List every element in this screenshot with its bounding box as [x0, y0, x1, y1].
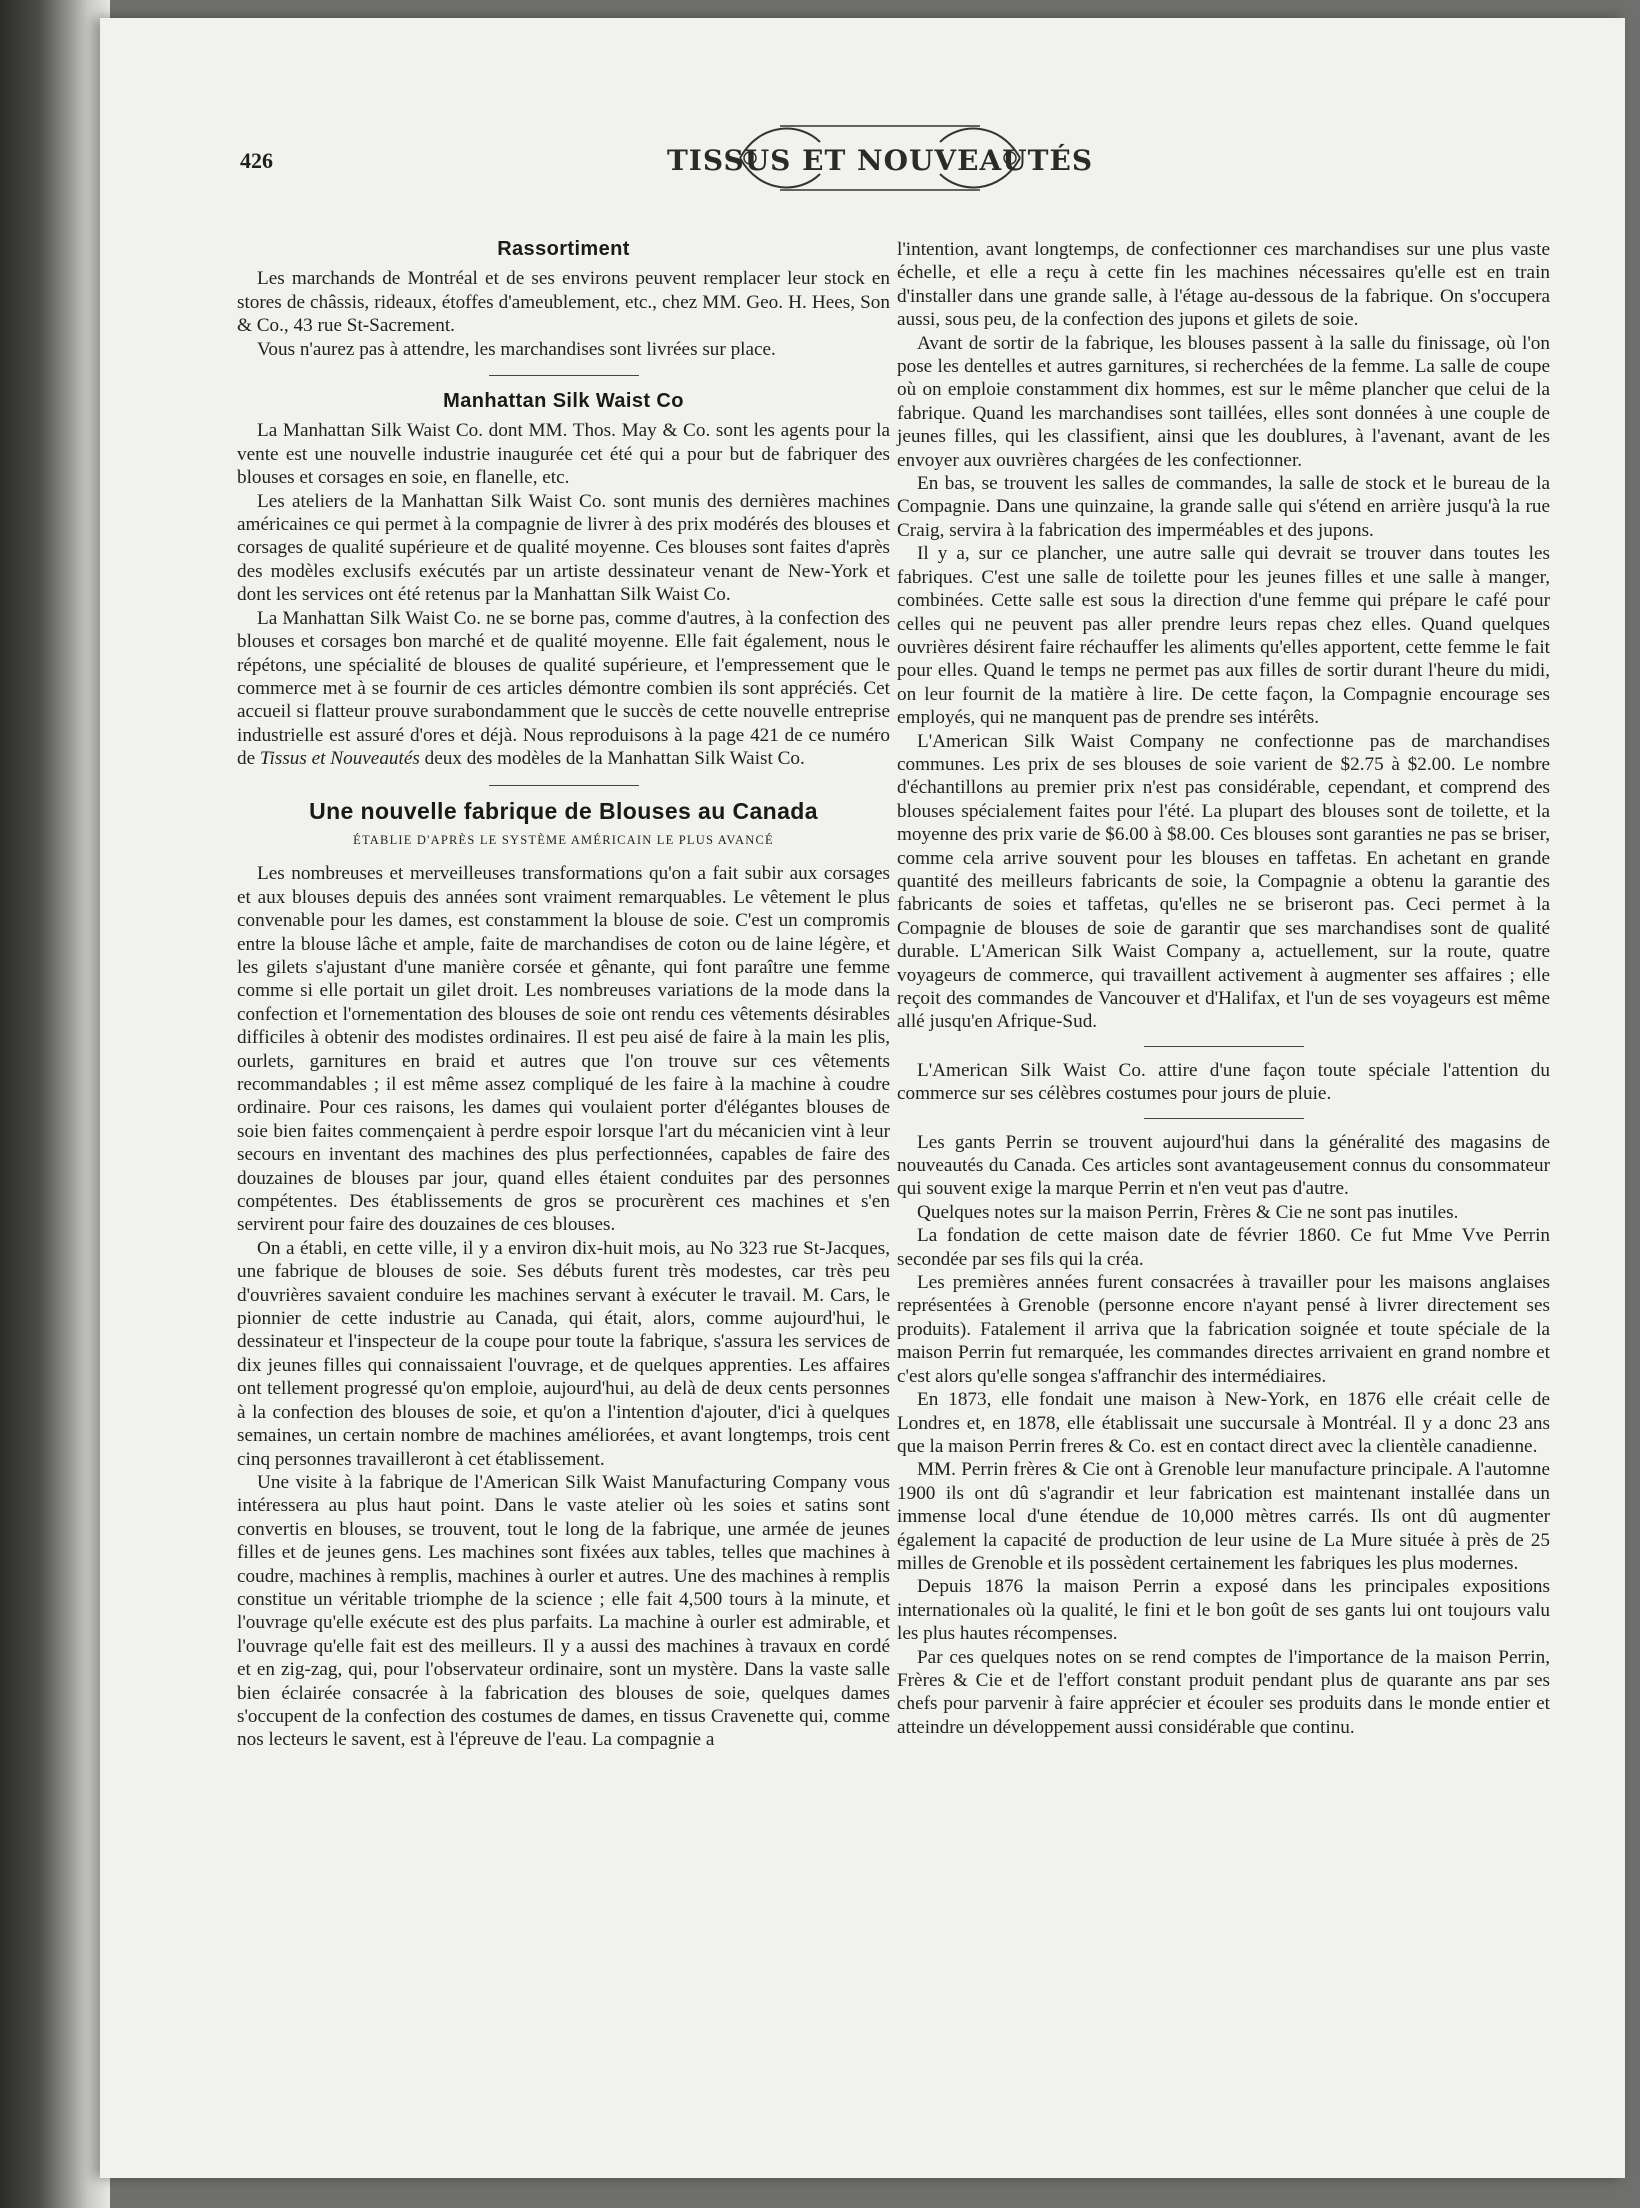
paragraph: [237, 607, 890, 771]
divider: [489, 375, 639, 376]
paragraph: MM. Perrin frères & Cie ont à Grenoble leur manufacture principale. A l'automne 1900 ils ont dû s'agrandir et leur fabrication est maintenant installée dans un immense local d'une étendue de 10,000 mètres carrés. Ils ont dû augmenter également la capacité de production de leur usine de La Mure située à près de 25 milles de Grenoble et ils possèdent certainement les fabriques les plus modernes.: [897, 1459, 1550, 1574]
text-run: La Manhattan Silk Waist Co. ne se borne pas, comme d'autres, à la confection des blouses et corsages bon marché et de qualité moyenne. Elle fait également, nous le répétons, une spécialité de blouses de qualité supérieure, et l'empressement que le commerce met à se fournir de ces articles démontre combien ils sont appréciés. Cet accueil si flatteur prouve surabondamment que le succès de cette nouvelle entreprise industrielle est assuré d'ores et déjà. Nous reproduisons à la page 421 de ce numéro de: [237, 607, 890, 770]
book-spine-edge: [0, 0, 110, 2208]
paragraph: Les gants Perrin se trouvent aujourd'hui dans la généralité des magasins de nouveautés du Canada. Ces articles sont avantageusement connus du consommateur qui souvent exige la marque Perrin et n'en veut pas d'autre.: [897, 1131, 1550, 1200]
paragraph: En bas, se trouvent les salles de commandes, la salle de stock et le bureau de la Compagnie. Dans une quinzaine, la grande salle qui s'étend en arrière jusqu'à la rue Craig, servira à la fabrication des imperméables et des jupons.: [897, 473, 1550, 541]
paragraph: Avant de sortir de la fabrique, les blouses passent à la salle du finissage, où l'on pose les dentelles et autres garnitures, si recherchées de la femme. La salle de coupe où on emploie constamment dix hommes, est sur le même plancher que celui de la fabrique. Quand les marchandises sont taillées, elles sont données à une couple de jeunes filles, qui les classifient, ainsi que les doublures, à l'avenant, avant de les envoyer aux ouvrières chargées de les confectionner.: [897, 332, 1550, 471]
paragraph: Les nombreuses et merveilleuses transformations qu'on a fait subir aux corsages et aux blouses depuis des années sont vraiment remarquables. Le vêtement le plus convenable pour les dames, est constamment la blouse de soie. C'est un compromis entre la blouse lâche et ample, faite de marchandises de coton ou de laine légère, et les gilets s'ajustant d'une manière corsée et gênante, qui font paraître une femme comme si elle portait un gilet droit. Les nombreuses variations de la mode dans la confection et l'ornementation des blouses de soie ont rendu ces vêtements désirables difficiles à obtenir des modistes ordinaires. Il est peu aisé de faire à la main les plis, ourlets, garnitures en braid et autres que l'on trouve sur ces vêtements recommandables ; il est même assez compliqué de les faire à la machine à coudre ordinaire. Pour ces raisons, les dames qui voulaient porter d'élégantes blouses de soie bien faites commençaient à perdre espoir lorsque l'art du mécanicien vint à leur secours en inventant des machines des plus perfectionnées, capables de faire des douzaines de blouses par jour, quand elles étaient conduites par des personnes compétentes. Des établissements de gros se procurèrent ces machines et s'en servirent pour faire des douzaines de ces blouses.: [237, 863, 890, 1236]
divider: [489, 785, 639, 786]
paragraph: Les ateliers de la Manhattan Silk Waist Co. sont munis des dernières machines américaines ce qui permet à la compagnie de livrer à des prix modérés des blouses et corsages de qualité supérieure et de qualité moyenne. Ces blouses sont faites d'après des modèles exclusifs exécutés par un artiste dessinateur venant de New-York et dont les services ont été retenus par la Manhattan Silk Waist Co.: [237, 490, 890, 606]
paragraph: l'intention, avant longtemps, de confectionner ces marchandises sur une plus vaste échelle, et elle a reçu à cette fin les machines nécessaires qu'elle est en train d'installer dans une grande salle, à l'étage au-dessous de la fabrique. On s'occupera aussi, sous peu, de la confection des jupons et gilets de soie.: [897, 239, 1550, 331]
page-number: 426: [240, 148, 273, 173]
section-title-nouvelle-fabrique: Une nouvelle fabrique de Blouses au Canada: [309, 797, 818, 824]
paragraph: En 1873, elle fondait une maison à New-York, en 1876 elle créait celle de Londres et, en 1878, elle établissait une succursale à Montréal. Il y a donc 23 ans que la maison Perrin freres & Co. est en contact direct avec la clientèle canadienne.: [897, 1389, 1550, 1457]
paragraph: Quelques notes sur la maison Perrin, Frères & Cie ne sont pas inutiles.: [917, 1201, 1459, 1223]
right-column: [897, 238, 1550, 1739]
section-title-manhattan: Manhattan Silk Waist Co: [443, 390, 684, 413]
paragraph: L'American Silk Waist Company ne confectionne pas de marchandises communes. Les prix de ses blouses de soie varient de $2.75 à $2.00. Le nombre d'échantillons au premier prix n'est pas considérable, cependant, et comprend des blouses spécialement faites pour l'été. La plupart des blouses sont de toilette, et la moyenne des prix varie de $6.00 à $8.00. Ces blouses sont garanties ne pas se briser, comme cela arrive souvent pour les blouses en taffetas. En achetant en grande quantité des meilleurs fabricants de soie, la Compagnie a obtenu la garantie des fabricants de soies et taffetas, qu'elles ne se briseront pas. Ceci permet à la Compagnie de blouses de soie de garantir que ses marchandises sont de qualité durable. L'American Silk Waist Company a, actuellement, sur la route, quatre voyageurs de commerce, qui travaillent activement à augmenter ses affaires ; elle reçoit des commandes de Vancouver et d'Halifax, et l'un de ses voyageurs est même allé jusqu'en Afrique-Sud.: [897, 730, 1550, 1033]
paragraph: Les premières années furent consacrées à travailler pour les maisons anglaises représentées à Grenoble (personne encore n'ayant pensé à livrer directement ses produits). Fatalement il arriva que la fabrication soignée et toute spéciale de la maison Perrin fut remarquée, les commandes directes arrivaient en grand nombre et c'est alors qu'elle songea s'affranchir des intermédiaires.: [897, 1272, 1550, 1387]
masthead-ornament-icon: [666, 112, 1094, 204]
text-run: deux des modèles de la Manhattan Silk Waist Co.: [419, 748, 805, 770]
masthead-logo: [666, 112, 1094, 204]
divider: [1144, 1118, 1304, 1119]
paragraph: Par ces quelques notes on se rend comptes de l'importance de la maison Perrin, Frères & Cie et de l'effort constant produit pendant plus de quarante ans par ses chefs pour parvenir à faire apprécier et écouler ses produits dans le monde entier et atteindre un développement aussi considérable que continu.: [897, 1646, 1550, 1738]
masthead-text: TISSUS ET NOUVEAUTÉS: [666, 144, 1094, 177]
left-column: [237, 238, 890, 1752]
paragraph: La Manhattan Silk Waist Co. dont MM. Thos. May & Co. sont les agents pour la vente est une nouvelle industrie inaugurée cet été qui a pour but de fabriquer des blouses et corsages en soie, en flanelle, etc.: [237, 420, 890, 489]
paragraph: Vous n'aurez pas à attendre, les marchandises sont livrées sur place.: [257, 338, 776, 360]
paragraph: On a établi, en cette ville, il y a environ dix-huit mois, au No 323 rue St-Jacques, une fabrique de blouses de soie. Ses débuts furent très modestes, car très peu d'ouvrières savaient conduire les machines servant à exécuter le travail. M. Cars, le pionnier de cette industrie au Canada, qui était, alors, comme aujourd'hui, le dessinateur et l'inspecteur de la coupe pour toute la fabrique, s'assura les services de dix jeunes filles qui connaissaient l'ouvrage, et de quelques apprenties. Les affaires ont tellement progressé qu'on emploie, aujourd'hui, au delà de deux cents personnes à la confection des blouses de soie, et qu'on a l'intention d'ajouter, d'ici à quelques semaines, un certain nombre de machines améliorées, et avant longtemps, trois cent cinq personnes travailleront à cet établissement.: [237, 1237, 890, 1470]
paragraph: Une visite à la fabrique de l'American Silk Waist Manufacturing Company vous intéressera au plus haut point. Dans le vaste atelier où les soies et satins sont convertis en blouses, se trouvent, tout le long de la fabrique, une armée de jeunes filles et de jeunes gens. Les machines sont fixées aux tables, telles que machines à coudre, machines à remplis, machines à ourler et autres. Une des machines à remplis constitue un véritable triomphe de la science ; elle fait 4,500 tours à la minute, et l'ouvrage qu'elle exécute est des plus parfaits. La machine à ourler est admirable, et l'ouvrage qu'elle fait est des meilleurs. Il y a aussi des machines à travaux en cordé et en zig-zag, qui, pour l'observateur ordinaire, sont un mystère. Dans la vaste salle bien éclairée consacrée à la fabrication des blouses de soie, quelques dames s'occupent de la confection des costumes de dames, en tissus Cravenette qui, comme nos lecteurs le savent, est à l'épreuve de l'eau. La compagnie a: [237, 1471, 890, 1751]
paragraph: Les marchands de Montréal et de ses environs peuvent remplacer leur stock en stores de châssis, rideaux, étoffes d'ameublement, etc., chez MM. Geo. H. Hees, Son & Co., 43 rue St-Sacrement.: [237, 268, 890, 337]
section-title-rassortiment: Rassortiment: [497, 238, 630, 260]
section-subtitle: ÉTABLIE D'APRÈS LE SYSTÈME AMÉRICAIN LE PLUS AVANCÉ: [353, 832, 774, 847]
paragraph: Il y a, sur ce plancher, une autre salle qui devrait se trouver dans toutes les fabriques. C'est une salle de toilette pour les jeunes filles et une salle à manger, combinées. Cette salle est sous la direction d'une femme qui prépare le café pour celles qui ne peuvent pas aller prendre leurs repas chez elles. Quand quelques ouvrières désirent faire réchauffer les aliments qu'elles apportent, cette femme le fait pour elles. Quand le temps ne permet pas aux filles de sortir durant l'heure du midi, on leur fournit de la matière à lire. De cette façon, la Compagnie encourage ses employés, qui ne manquent pas de prendre ses intérêts.: [897, 543, 1550, 729]
paragraph: La fondation de cette maison date de février 1860. Ce fut Mme Vve Perrin secondée par ses fils qui la créa.: [897, 1225, 1550, 1270]
paragraph: L'American Silk Waist Co. attire d'une façon toute spéciale l'attention du commerce sur ses célèbres costumes pour jours de pluie.: [897, 1059, 1550, 1105]
paragraph: Depuis 1876 la maison Perrin a exposé dans les principales expositions internationales où la qualité, le fini et le bon goût de ses gants lui ont toujours valu les plus hautes récompenses.: [897, 1576, 1550, 1645]
divider: [1144, 1046, 1304, 1047]
magazine-title-italic: Tissus et Nouveautés: [259, 748, 420, 770]
